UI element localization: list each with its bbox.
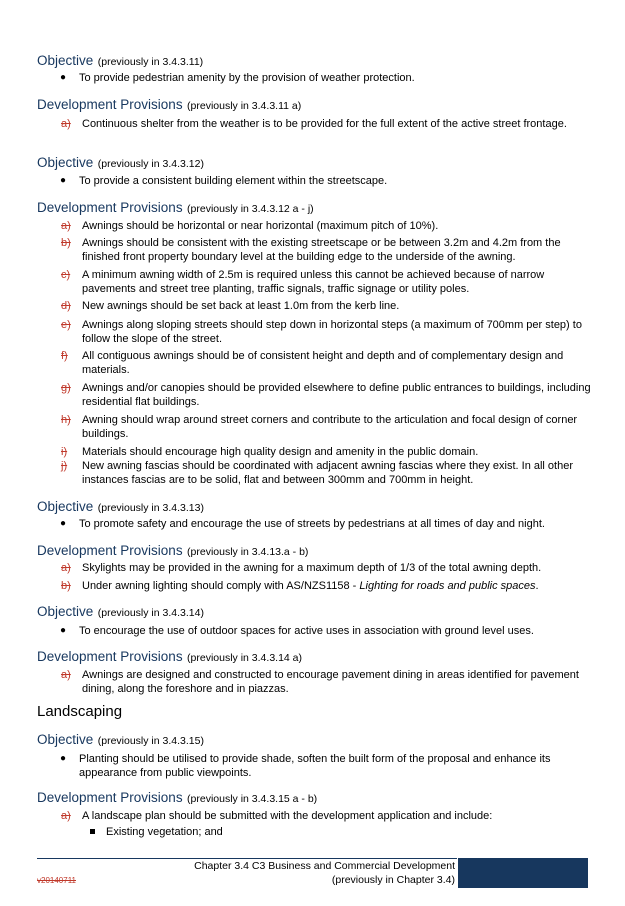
heading-objective: Objective (previously in 3.4.3.11) — [37, 53, 204, 68]
heading-objective: Objective (previously in 3.4.3.15) — [37, 732, 204, 747]
item-text: Materials should encourage high quality design and amenity in the public domain. — [82, 446, 479, 458]
section-title-landscaping: Landscaping — [37, 703, 123, 720]
item-text: New awnings should be set back at least 1.0m from the kerb line. — [82, 300, 400, 312]
bullet-text: To promote safety and encourage the use of streets by pedestrians at all times of day and night. — [79, 518, 545, 530]
item-text: Under awning lighting should comply with AS/NZS1158 - Lighting for roads and public spaces. — [82, 580, 539, 592]
item-text: Awnings and/or canopies should be provided elsewhere to define public entrances to buildings, including residential flat buildings. — [82, 382, 591, 408]
footer-rule — [37, 858, 457, 859]
item-label: a) — [61, 220, 71, 232]
item-label: e) — [61, 319, 71, 331]
item-label: j) — [61, 460, 68, 472]
item-text: A landscape plan should be submitted with the development application and include: — [82, 810, 493, 822]
square-bullet-icon — [90, 829, 95, 834]
version-stamp: v20140711 — [37, 876, 76, 885]
subitem-text: Existing vegetation; and — [106, 826, 223, 838]
item-label: i) — [61, 446, 68, 458]
item-label: c) — [61, 269, 71, 281]
item-label: b) — [61, 237, 71, 249]
bullet-text: To provide pedestrian amenity by the provision of weather protection. — [79, 72, 415, 84]
heading-development-provisions: Development Provisions (previously in 3.4.3.14 a) — [37, 649, 303, 664]
item-text: Skylights may be provided in the awning for a maximum depth of 1/3 of the total awning depth. — [82, 562, 542, 574]
item-label: h) — [61, 414, 71, 426]
item-label: g) — [61, 382, 71, 394]
item-text: Continuous shelter from the weather is to be provided for the full extent of the active street frontage. — [82, 118, 567, 130]
item-label: a) — [61, 669, 71, 681]
bullet-point: ● — [60, 625, 67, 636]
footer-chapter-subtitle: (previously in Chapter 3.4) — [331, 874, 455, 886]
item-label: a) — [61, 562, 71, 574]
heading-development-provisions: Development Provisions (previously in 3.4.3.15 a - b) — [37, 790, 318, 805]
item-text: Awnings are designed and constructed to encourage pavement dining in areas identified for pavement dining, along the foreshore and in piazzas. — [82, 669, 579, 695]
heading-objective: Objective (previously in 3.4.3.12) — [37, 155, 204, 170]
item-text: Awnings along sloping streets should step down in horizontal steps (a maximum of 700mm per step) to follow the slope of the street. — [82, 319, 582, 345]
bullet-point: ● — [60, 518, 67, 529]
bullet-text: To provide a consistent building element within the streetscape. — [79, 175, 388, 187]
heading-development-provisions: Development Provisions (previously in 3.4.13.a - b) — [37, 543, 309, 558]
item-text: Awning should wrap around street corners and contribute to the articulation and focal design of corner buildings. — [82, 414, 578, 440]
heading-objective: Objective (previously in 3.4.3.13) — [37, 499, 204, 514]
item-text: New awning fascias should be coordinated with adjacent awning fascias where they exist. In all other instances fascias are to be solid, flat and between 300mm and 700mm in height. — [82, 460, 573, 486]
item-label: d) — [61, 300, 71, 312]
bullet-text: To encourage the use of outdoor spaces for active uses in association with ground level uses. — [79, 625, 534, 637]
item-label: b) — [61, 580, 71, 592]
bullet-point: ● — [60, 72, 67, 83]
heading-objective: Objective (previously in 3.4.3.14) — [37, 604, 204, 619]
bullet-point: ● — [60, 175, 67, 186]
item-label: a) — [61, 810, 71, 822]
heading-development-provisions: Development Provisions (previously in 3.4.3.11 a) — [37, 97, 302, 112]
item-label: a) — [61, 118, 71, 130]
bullet-point: ● — [60, 753, 67, 764]
footer-color-block — [458, 858, 588, 888]
item-text: Awnings should be consistent with the existing streetscape or be between 3.2m and 4.2m from the finished front property boundary level at the building edge to the underside of the awning. — [82, 237, 561, 263]
item-text: Awnings should be horizontal or near horizontal (maximum pitch of 10%). — [82, 220, 439, 232]
item-text: All contiguous awnings should be of consistent height and depth and of complementary design and materials. — [82, 350, 564, 376]
item-text: A minimum awning width of 2.5m is required unless this cannot be achieved because of narrow pavements and street tree planting, traffic signals, traffic signage or utility poles. — [82, 269, 545, 295]
footer-chapter-title: Chapter 3.4 C3 Business and Commercial Development — [194, 860, 455, 872]
bullet-text: Planting should be utilised to provide shade, soften the built form of the proposal and enhance its appearance from public viewpoints. — [79, 753, 551, 779]
heading-development-provisions: Development Provisions (previously in 3.4.3.12 a - j) — [37, 200, 314, 215]
item-label: f) — [61, 350, 68, 362]
